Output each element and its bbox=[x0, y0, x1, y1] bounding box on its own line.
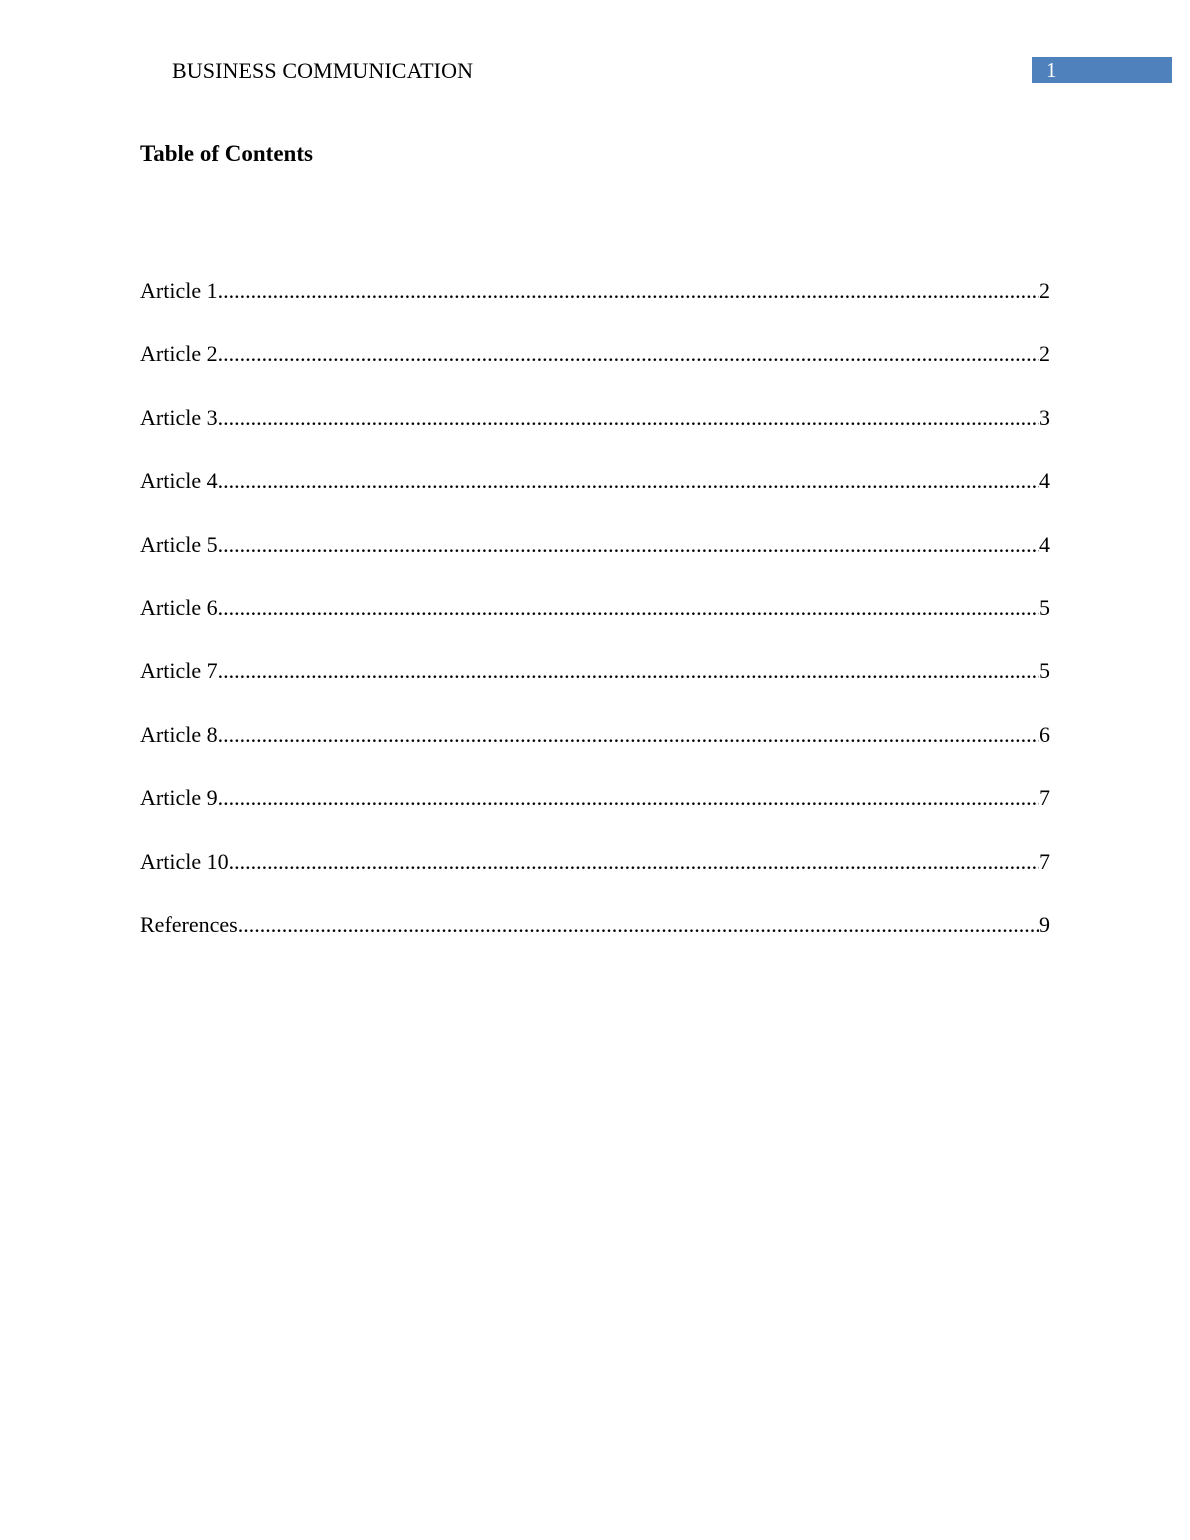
toc-entry[interactable] bbox=[140, 847, 1050, 910]
toc-dot-leader bbox=[238, 910, 1039, 940]
toc-entry[interactable] bbox=[140, 720, 1050, 783]
toc-entry-label: References bbox=[140, 911, 238, 937]
toc-dot-leader bbox=[218, 530, 1039, 560]
toc-entry[interactable] bbox=[140, 593, 1050, 656]
toc-entry-label: Article 9 bbox=[140, 785, 218, 811]
toc-dot-leader bbox=[218, 466, 1039, 496]
toc-entry-label: Article 2 bbox=[140, 341, 218, 367]
toc-entry-label: Article 3 bbox=[140, 404, 218, 430]
toc-entry-label: Article 7 bbox=[140, 658, 218, 684]
toc-list bbox=[140, 276, 1050, 973]
toc-entry[interactable] bbox=[140, 910, 1050, 973]
toc-entry-label: Article 6 bbox=[140, 594, 218, 620]
toc-entry[interactable] bbox=[140, 656, 1050, 719]
toc-heading: Table of Contents bbox=[140, 141, 313, 166]
toc-entry-label: Article 5 bbox=[140, 531, 218, 557]
page-number-badge: 1 bbox=[1032, 57, 1172, 83]
toc-entry[interactable] bbox=[140, 403, 1050, 466]
toc-entry-page-number: 2 bbox=[1039, 278, 1050, 303]
toc-entry-page-number: 2 bbox=[1039, 341, 1050, 367]
toc-entry-label: Article 1 bbox=[140, 278, 218, 303]
toc-entry[interactable] bbox=[140, 466, 1050, 529]
toc-dot-leader bbox=[218, 593, 1039, 623]
toc-entry[interactable] bbox=[140, 276, 1050, 339]
toc-entry[interactable] bbox=[140, 530, 1050, 593]
toc-dot-leader bbox=[229, 847, 1039, 877]
toc-entry-page-number: 3 bbox=[1039, 404, 1050, 430]
toc-dot-leader bbox=[218, 656, 1039, 686]
toc-entry-page-number: 9 bbox=[1039, 911, 1050, 937]
toc-entry-label: Article 4 bbox=[140, 468, 218, 494]
toc-entry-label: Article 10 bbox=[140, 848, 229, 874]
toc-entry-page-number: 4 bbox=[1039, 531, 1050, 557]
toc-entry-page-number: 5 bbox=[1039, 658, 1050, 684]
running-header-title: BUSINESS COMMUNICATION bbox=[172, 58, 474, 83]
toc-entry-page-number: 7 bbox=[1039, 785, 1050, 811]
toc-dot-leader bbox=[218, 339, 1039, 369]
toc-entry[interactable] bbox=[140, 339, 1050, 402]
toc-dot-leader bbox=[218, 403, 1039, 433]
toc-entry[interactable] bbox=[140, 783, 1050, 846]
toc-entry-page-number: 4 bbox=[1039, 468, 1050, 494]
toc-entry-page-number: 7 bbox=[1039, 848, 1050, 874]
toc-entry-page-number: 5 bbox=[1039, 594, 1050, 620]
toc-dot-leader bbox=[218, 783, 1039, 813]
toc-entry-label: Article 8 bbox=[140, 721, 218, 747]
toc-entry-page-number: 6 bbox=[1039, 721, 1050, 747]
toc-dot-leader bbox=[218, 276, 1039, 306]
toc-dot-leader bbox=[218, 720, 1039, 750]
